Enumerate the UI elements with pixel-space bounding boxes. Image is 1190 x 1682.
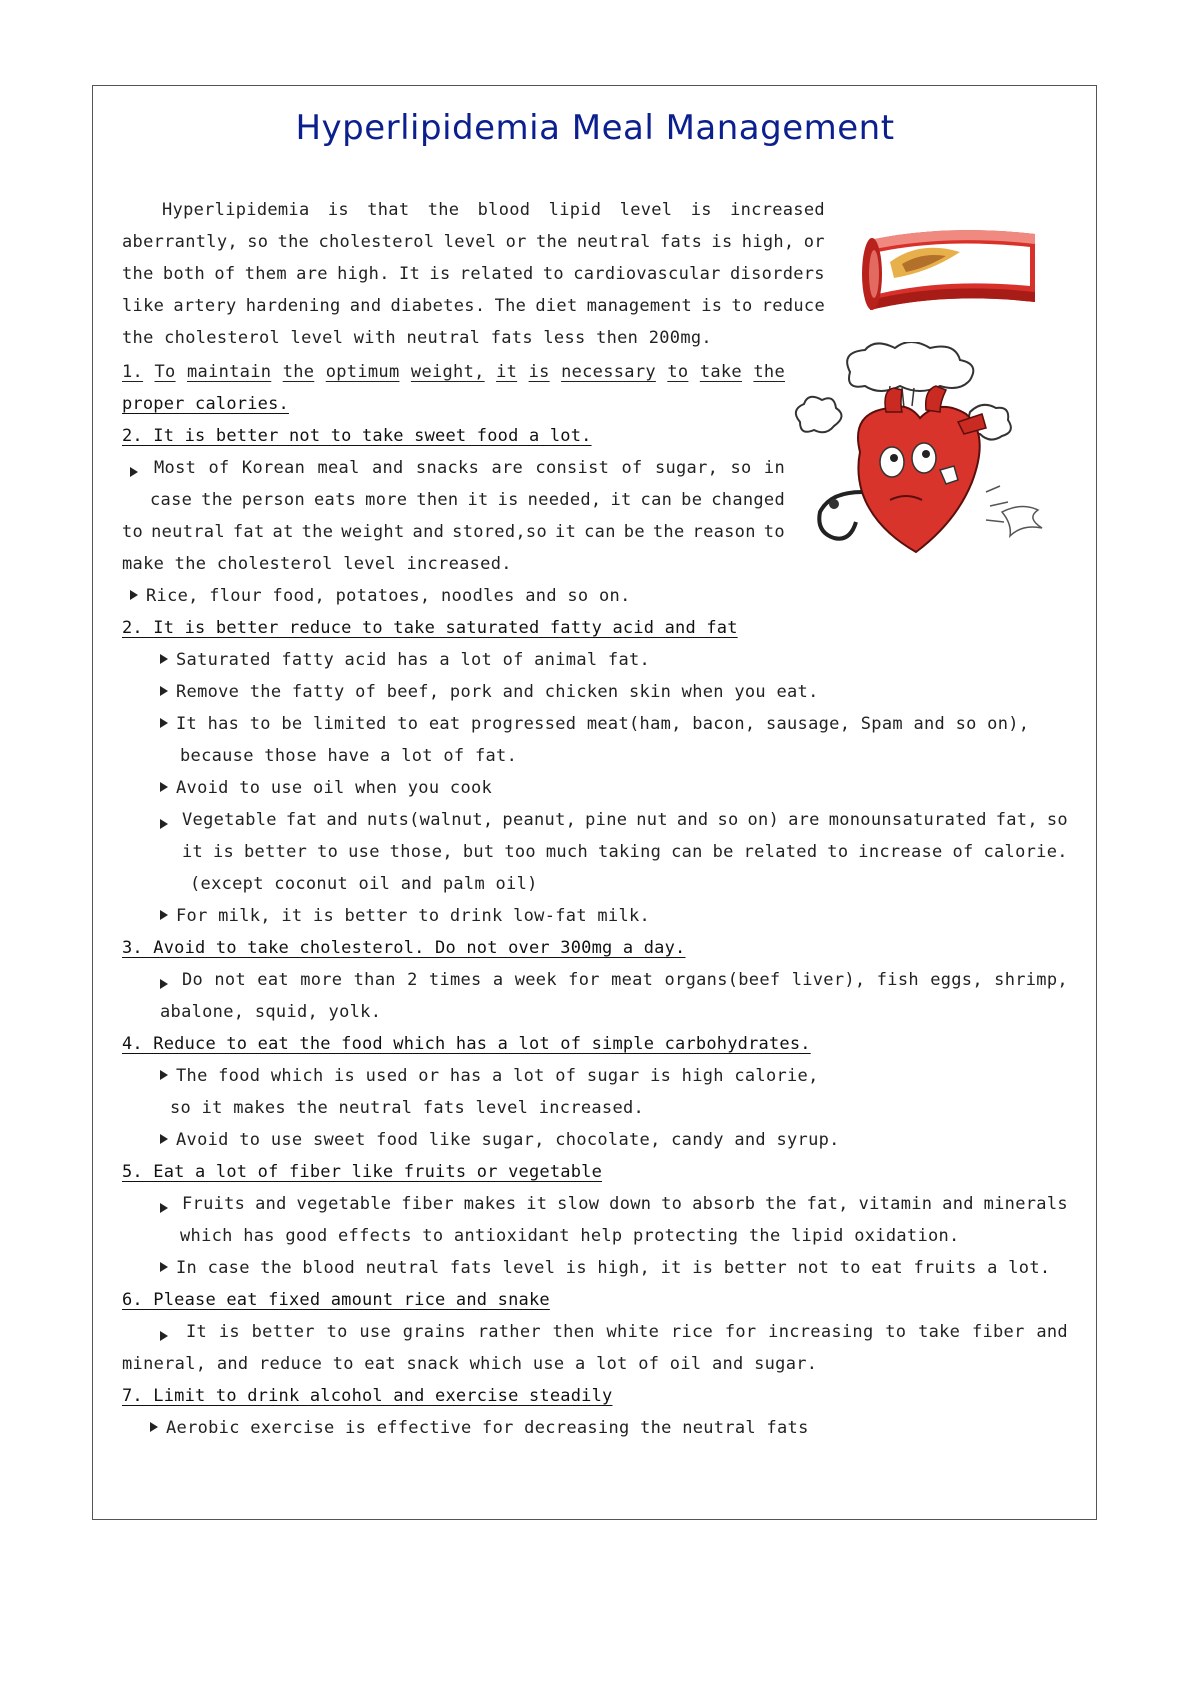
section3-bullet-line-1 bbox=[182, 964, 1068, 996]
section2b-bullet-1: Saturated fatty acid has a lot of animal fat. bbox=[160, 644, 650, 676]
bullet-icon bbox=[160, 1262, 168, 1272]
word: sugar, bbox=[654, 458, 719, 478]
word: rice bbox=[670, 1322, 714, 1342]
section5-heading: 5. Eat a lot of fiber like fruits or vegetable bbox=[122, 1162, 603, 1182]
word: but bbox=[462, 842, 495, 862]
word: vegetable bbox=[296, 1194, 392, 1214]
word: better bbox=[251, 1322, 315, 1342]
word: fat bbox=[232, 522, 265, 542]
word: is bbox=[497, 490, 519, 510]
word: for bbox=[568, 970, 600, 990]
word: then bbox=[416, 490, 459, 510]
word: be bbox=[681, 490, 703, 510]
word: to bbox=[542, 264, 564, 284]
section2b-bullet-2: Remove the fatty of beef, pork and chicken skin when you eat. bbox=[160, 676, 819, 708]
section5-bullet-2: In case the blood neutral fats level is high, it is better not to eat fruits a lot. bbox=[160, 1252, 1050, 1284]
bullet-icon bbox=[160, 686, 168, 696]
bullet-icon bbox=[160, 1327, 176, 1346]
section6-bullet-line-2: mineral, and reduce to eat snack which use a lot of oil and sugar. bbox=[122, 1354, 818, 1374]
word: eggs, bbox=[930, 970, 983, 990]
word: eats bbox=[314, 490, 357, 510]
word: stored,so bbox=[452, 522, 547, 542]
word: lipid bbox=[548, 200, 602, 220]
section7-heading: 7. Limit to drink alcohol and exercise steadily bbox=[122, 1386, 613, 1406]
word: too bbox=[504, 842, 536, 862]
word: meat bbox=[611, 970, 654, 990]
word: of bbox=[621, 458, 643, 478]
word: is bbox=[690, 200, 712, 220]
word: liver), bbox=[791, 970, 866, 990]
bullet-icon bbox=[130, 463, 146, 482]
word: monounsaturated bbox=[828, 810, 987, 830]
word: can bbox=[671, 842, 703, 862]
section2a-bullet1-line-3 bbox=[122, 516, 785, 548]
section6-bullet-line-1 bbox=[186, 1316, 1068, 1348]
word: use bbox=[348, 842, 380, 862]
word: To bbox=[154, 362, 176, 382]
word: more bbox=[365, 490, 408, 510]
word: calorie. bbox=[983, 842, 1068, 862]
word: are bbox=[491, 458, 524, 478]
word: is bbox=[327, 200, 349, 220]
word: is bbox=[218, 1322, 240, 1342]
intro-line-2 bbox=[122, 226, 825, 258]
bullet-icon bbox=[160, 815, 176, 834]
section2b-bullet-6: For milk, it is better to drink low-fat milk. bbox=[160, 900, 650, 932]
word: is bbox=[429, 264, 451, 284]
word: blood bbox=[477, 200, 531, 220]
word: the bbox=[277, 232, 310, 252]
word: both bbox=[162, 264, 206, 284]
word: so bbox=[247, 232, 269, 252]
word: peanut, bbox=[502, 810, 577, 830]
word: can bbox=[640, 490, 673, 510]
word: times bbox=[428, 970, 482, 990]
section6-heading: 6. Please eat fixed amount rice and snake bbox=[122, 1290, 550, 1310]
word: and bbox=[326, 810, 359, 830]
word: the bbox=[536, 232, 568, 252]
bullet-icon bbox=[160, 1199, 176, 1218]
section2b-bullet5-line-1 bbox=[182, 804, 1068, 836]
word: it bbox=[467, 490, 489, 510]
intro-line-3 bbox=[122, 258, 825, 290]
word: take bbox=[918, 1322, 961, 1342]
word: the bbox=[652, 522, 685, 542]
word: aberrantly, bbox=[122, 232, 238, 252]
word: level bbox=[619, 200, 673, 220]
word: fish bbox=[876, 970, 919, 990]
word: and bbox=[1036, 1322, 1068, 1342]
word: to bbox=[317, 842, 339, 862]
word: of bbox=[208, 458, 230, 478]
word: Most bbox=[154, 458, 197, 478]
word: much bbox=[545, 842, 589, 862]
section4-bullet-2: Avoid to use sweet food like sugar, chocolate, candy and syrup. bbox=[160, 1124, 840, 1156]
word: rather bbox=[477, 1322, 541, 1342]
word: artery bbox=[173, 296, 237, 316]
word: diabetes. bbox=[390, 296, 486, 316]
word: minerals bbox=[983, 1194, 1068, 1214]
word: so bbox=[717, 810, 739, 830]
word: use bbox=[359, 1322, 391, 1342]
word: hardening bbox=[245, 296, 341, 316]
word: the bbox=[765, 1194, 797, 1214]
word: or bbox=[505, 232, 527, 252]
word: person bbox=[241, 490, 305, 510]
section5-bullet1-line-1 bbox=[182, 1188, 1068, 1220]
word: week bbox=[514, 970, 557, 990]
word: cardiovascular bbox=[573, 264, 721, 284]
word: is bbox=[701, 296, 723, 316]
section2b-heading: 2. It is better reduce to take saturated fatty acid and fat bbox=[122, 618, 738, 638]
intro-line-4 bbox=[122, 290, 825, 322]
word: disorders bbox=[730, 264, 825, 284]
word: nut bbox=[636, 810, 668, 830]
word: Fruits bbox=[182, 1194, 246, 1214]
section2b-bullet5-line-3: (except coconut oil and palm oil) bbox=[190, 874, 538, 894]
section2a-bullet2: Rice, flour food, potatoes, noodles and so on. bbox=[130, 580, 631, 612]
word: more bbox=[300, 970, 343, 990]
page-title: Hyperlipidemia Meal Management bbox=[295, 108, 895, 148]
word: high, bbox=[741, 232, 795, 252]
word: It bbox=[399, 264, 421, 284]
word: can bbox=[584, 522, 616, 542]
word: a bbox=[492, 970, 504, 990]
bullet-icon bbox=[130, 590, 138, 600]
word: to bbox=[827, 842, 849, 862]
word: necessary bbox=[561, 362, 656, 382]
word: is bbox=[711, 232, 733, 252]
word: and bbox=[255, 1194, 287, 1214]
word: fat, bbox=[995, 810, 1038, 830]
section2a-bullet1-line-2 bbox=[150, 484, 785, 516]
word: and bbox=[942, 1194, 974, 1214]
word: Korean bbox=[241, 458, 306, 478]
word: fiber bbox=[401, 1194, 454, 1214]
word: to bbox=[661, 1194, 683, 1214]
word: for bbox=[724, 1322, 757, 1342]
bullet-icon bbox=[160, 975, 176, 994]
intro-line-5: the cholesterol level with neutral fats less then 200mg. bbox=[122, 328, 712, 348]
word: to bbox=[667, 362, 689, 382]
section7-bullet: Aerobic exercise is effective for decreasing the neutral fats bbox=[150, 1412, 809, 1444]
word: related bbox=[743, 842, 818, 862]
section4-bullet1-line-2: so it makes the neutral fats level increased. bbox=[170, 1098, 645, 1118]
word: than bbox=[353, 970, 396, 990]
word: reduce bbox=[761, 296, 825, 316]
word: fat, bbox=[806, 1194, 849, 1214]
word: are bbox=[788, 810, 820, 830]
word: increasing bbox=[768, 1322, 874, 1342]
word: maintain bbox=[187, 362, 272, 382]
word: or bbox=[803, 232, 825, 252]
artery-plaque-illustration bbox=[850, 222, 1040, 312]
word: snacks bbox=[415, 458, 480, 478]
word: white bbox=[606, 1322, 660, 1342]
word: in bbox=[763, 458, 785, 478]
section3-bullet-line-2: abalone, squid, yolk. bbox=[160, 1002, 382, 1022]
word: slow bbox=[557, 1194, 600, 1214]
word: reason bbox=[692, 522, 756, 542]
word: is bbox=[528, 362, 550, 382]
word: changed bbox=[711, 490, 785, 510]
word: the bbox=[301, 522, 334, 542]
word: diet bbox=[535, 296, 578, 316]
bullet-icon bbox=[150, 1422, 158, 1432]
word: then bbox=[552, 1322, 595, 1342]
word: at bbox=[272, 522, 294, 542]
word: increase bbox=[858, 842, 943, 862]
word: and bbox=[412, 522, 445, 542]
word: it bbox=[496, 362, 518, 382]
word: grains bbox=[402, 1322, 466, 1342]
word: to bbox=[885, 1322, 907, 1342]
word: high. bbox=[337, 264, 390, 284]
word: neutral bbox=[576, 232, 651, 252]
word: cholesterol bbox=[318, 232, 435, 252]
word: it bbox=[610, 490, 632, 510]
word: be bbox=[712, 842, 734, 862]
bullet-icon bbox=[160, 654, 168, 664]
word: Hyperlipidemia bbox=[162, 200, 310, 220]
word: the bbox=[201, 490, 233, 510]
word: not bbox=[214, 970, 246, 990]
section5-bullet1-line-2: which has good effects to antioxidant help protecting the lipid oxidation. bbox=[180, 1226, 960, 1246]
section2b-bullet5-line-2 bbox=[182, 836, 1068, 868]
bullet-icon bbox=[160, 782, 168, 792]
word: those, bbox=[389, 842, 453, 862]
section4-bullet1-line-1: The food which is used or has a lot of sugar is high calorie, bbox=[160, 1060, 819, 1092]
word: level bbox=[443, 232, 497, 252]
section3-heading: 3. Avoid to take cholesterol. Do not over 300mg a day. bbox=[122, 938, 686, 958]
word: shrimp, bbox=[994, 970, 1068, 990]
word: better bbox=[244, 842, 308, 862]
word: taking bbox=[597, 842, 662, 862]
word: it bbox=[526, 1194, 548, 1214]
word: 2 bbox=[407, 970, 418, 990]
word: fat bbox=[285, 810, 318, 830]
section2a-heading: 2. It is better not to take sweet food a lot. bbox=[122, 426, 592, 446]
section2b-bullet-3-cont: because those have a lot of fat. bbox=[180, 746, 518, 766]
word: to bbox=[122, 522, 144, 542]
word: them bbox=[244, 264, 287, 284]
word: case bbox=[150, 490, 193, 510]
word: The bbox=[494, 296, 527, 316]
word: nuts(walnut, bbox=[367, 810, 494, 830]
word: weight bbox=[341, 522, 405, 542]
word: it bbox=[555, 522, 577, 542]
section2b-bullet-4: Avoid to use oil when you cook bbox=[160, 772, 492, 804]
word: eat bbox=[257, 970, 289, 990]
word: on) bbox=[747, 810, 780, 830]
word: are bbox=[296, 264, 328, 284]
word: 1. bbox=[122, 362, 144, 382]
word: the bbox=[282, 362, 315, 382]
section1-heading-line-2: proper calories. bbox=[122, 394, 289, 414]
word: to bbox=[326, 1322, 348, 1342]
bullet-icon bbox=[160, 910, 168, 920]
word: the bbox=[427, 200, 460, 220]
word: consist bbox=[535, 458, 610, 478]
word: so bbox=[730, 458, 752, 478]
word: the bbox=[753, 362, 785, 382]
word: neutral bbox=[151, 522, 225, 542]
word: the bbox=[122, 264, 154, 284]
word: optimum bbox=[325, 362, 400, 382]
word: down bbox=[609, 1194, 652, 1214]
word: to bbox=[763, 522, 785, 542]
word: management bbox=[586, 296, 693, 316]
section1-heading-line-1 bbox=[122, 356, 785, 388]
word: It bbox=[186, 1322, 208, 1342]
stressed-heart-illustration bbox=[790, 342, 1060, 582]
word: organs(beef bbox=[664, 970, 781, 990]
word: increased bbox=[730, 200, 825, 220]
word: take bbox=[699, 362, 742, 382]
word: pine bbox=[585, 810, 628, 830]
word: is bbox=[213, 842, 235, 862]
word: makes bbox=[463, 1194, 517, 1214]
word: fats bbox=[659, 232, 703, 252]
word: of bbox=[214, 264, 236, 284]
section4-heading: 4. Reduce to eat the food which has a lot of simple carbohydrates. bbox=[122, 1034, 811, 1054]
word: and bbox=[676, 810, 709, 830]
bullet-icon bbox=[160, 1134, 168, 1144]
word: of bbox=[952, 842, 974, 862]
word: vitamin bbox=[858, 1194, 933, 1214]
word: related bbox=[459, 264, 534, 284]
word: weight, bbox=[410, 362, 485, 382]
word: and bbox=[371, 458, 404, 478]
word: be bbox=[623, 522, 645, 542]
word: that bbox=[367, 200, 410, 220]
word: fiber bbox=[971, 1322, 1025, 1342]
word: so bbox=[1046, 810, 1068, 830]
section2a-bullet1-line-1 bbox=[154, 452, 785, 484]
word: Do bbox=[182, 970, 204, 990]
word: to bbox=[731, 296, 753, 316]
bullet-icon bbox=[160, 718, 168, 728]
bullet-icon bbox=[160, 1070, 168, 1080]
word: Vegetable bbox=[182, 810, 277, 830]
word: needed, bbox=[527, 490, 602, 510]
word: absorb bbox=[692, 1194, 756, 1214]
word: meal bbox=[317, 458, 360, 478]
section2a-bullet1-line-4: make the cholesterol level increased. bbox=[122, 554, 512, 574]
word: it bbox=[182, 842, 204, 862]
word: and bbox=[349, 296, 382, 316]
section2b-bullet-3: It has to be limited to eat progressed meat(ham, bacon, sausage, Spam and so on), bbox=[160, 708, 1029, 740]
intro-line-1 bbox=[162, 194, 825, 226]
word: like bbox=[122, 296, 165, 316]
